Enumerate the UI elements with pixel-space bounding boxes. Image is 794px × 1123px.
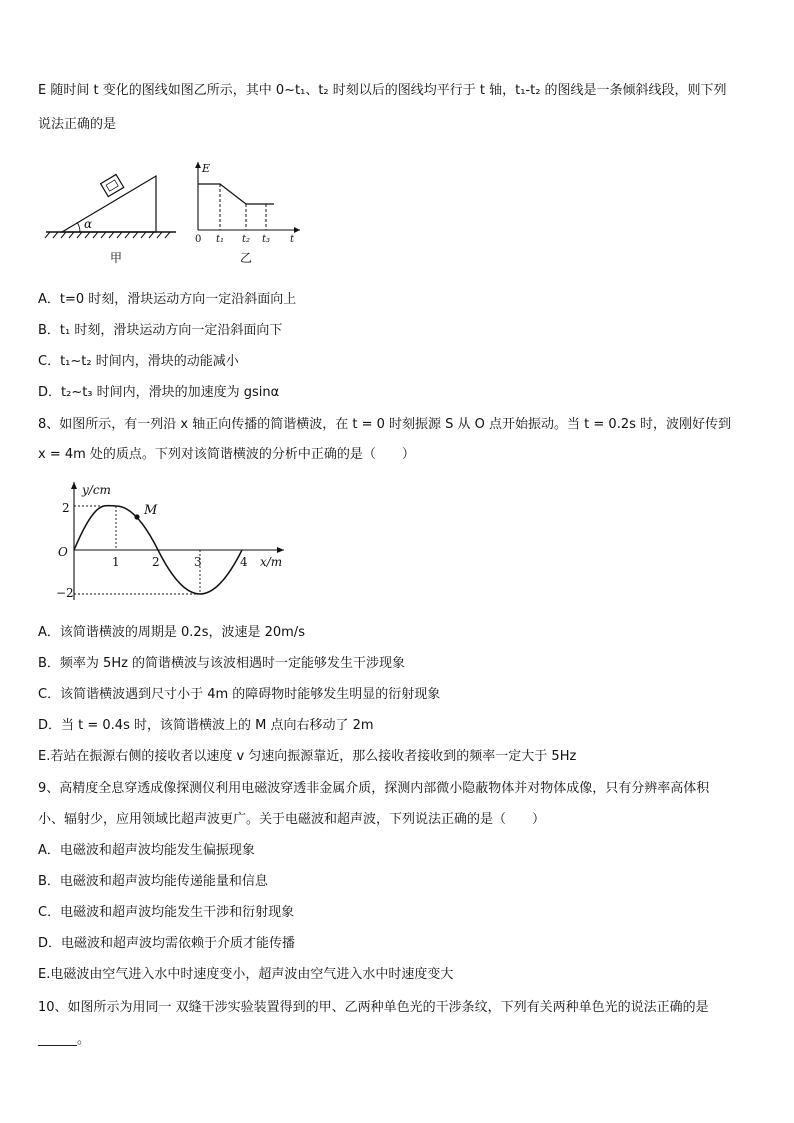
q9-stem-line-2: 小、辐射少，应用领域比超声波更广。关于电磁波和超声波，下列说法正确的是（ ） <box>38 812 546 827</box>
q9-option-b: B．电磁波和超声波均能传递能量和信息 <box>38 874 268 889</box>
q10-stem-line-2: ______。 <box>38 1032 91 1047</box>
q10-stem-line-1: 10、如图所示为用同一 双缝干涉实验装置得到的甲、乙两种单色光的干涉条纹，下列有关两种单色光的说法正确的是 <box>38 1000 709 1015</box>
point-m-label: M <box>144 503 158 518</box>
q8-option-c: C．该简谐横波遇到尺寸小于 4m 的障碍物时能够发生明显的衍射现象 <box>38 687 441 702</box>
angle-label: α <box>84 217 93 231</box>
x-tick-2: 2 <box>152 555 160 569</box>
q8-stem-line-2: x = 4m 处的质点。下列对该简谐横波的分析中正确的是（ ） <box>38 447 415 462</box>
q8-option-a: A．该简谐横波的周期是 0.2s，波速是 20m/s <box>38 625 305 640</box>
y-axis-label: y/cm <box>82 483 111 497</box>
q7-option-c: C．t₁~t₂ 时间内，滑块的动能减小 <box>38 354 239 369</box>
q9-stem-line-1: 9、高精度全息穿透成像探测仪利用电磁波穿透非金属介质，探测内部微小隐蔽物体并对物体成像，只有分辨率高体积 <box>38 781 710 796</box>
q7-stem-line-2: 说法正确的是 <box>38 117 117 132</box>
x-axis-label: x/m <box>260 555 283 569</box>
x-tick-4: 4 <box>240 555 248 569</box>
tick-t2: t₂ <box>242 234 251 245</box>
q8-option-d: D．当 t = 0.4s 时，该简谐横波上的 M 点向右移动了 2m <box>38 718 374 733</box>
origin-o-label: O <box>58 545 68 559</box>
q7-option-d: D．t₂~t₃ 时间内，滑块的加速度为 gsinα <box>38 385 280 400</box>
tick-t1: t₁ <box>216 234 225 245</box>
y-tick-2: 2 <box>62 501 70 515</box>
q8-option-e: E.若站在振源右侧的接收者以速度 v 匀速向振源靠近，那么接收者接收到的频率一定大于 5Hz <box>38 749 577 764</box>
axis-label-t: t <box>290 234 295 245</box>
figure-caption-jia: 甲 <box>110 251 123 265</box>
q9-option-c: C．电磁波和超声波均能发生干涉和衍射现象 <box>38 905 295 920</box>
q8-wave-graph <box>52 478 292 606</box>
x-tick-3: 3 <box>194 555 202 569</box>
q7-option-b: B．t₁ 时刻，滑块运动方向一定沿斜面向下 <box>38 323 283 338</box>
tick-t3: t₃ <box>262 234 271 245</box>
q7-figure-incline <box>40 168 180 268</box>
q8-option-b: B．频率为 5Hz 的简谐横波与该波相遇时一定能够发生干涉现象 <box>38 656 406 671</box>
origin-label: 0 <box>195 234 202 245</box>
q7-option-a: A．t=0 时刻，滑块运动方向一定沿斜面向上 <box>38 292 297 307</box>
q9-option-d: D．电磁波和超声波均需依赖于介质才能传播 <box>38 936 296 951</box>
x-tick-1: 1 <box>112 555 120 569</box>
q8-stem-line-1: 8、如图所示，有一列沿 x 轴正向传播的简谐横波，在 t = 0 时刻振源 S 从 O 点开始振动。当 t = 0.2s 时，波刚好传到 <box>38 417 731 432</box>
q9-option-e: E.电磁波由空气进入水中时速度变小，超声波由空气进入水中时速度变大 <box>38 967 454 982</box>
axis-label-e: E <box>202 162 211 175</box>
figure-caption-yi: 乙 <box>240 251 253 265</box>
y-tick-neg2: −2 <box>56 586 74 600</box>
q9-option-a: A．电磁波和超声波均能发生偏振现象 <box>38 843 255 858</box>
q7-figure-energy-graph <box>188 158 308 268</box>
q7-stem-line-1: E 随时间 t 变化的图线如图乙所示，其中 0~t₁、t₂ 时刻以后的图线均平行于 t 轴，t₁-t₂ 的图线是一条倾斜线段，则下列 <box>38 83 727 98</box>
